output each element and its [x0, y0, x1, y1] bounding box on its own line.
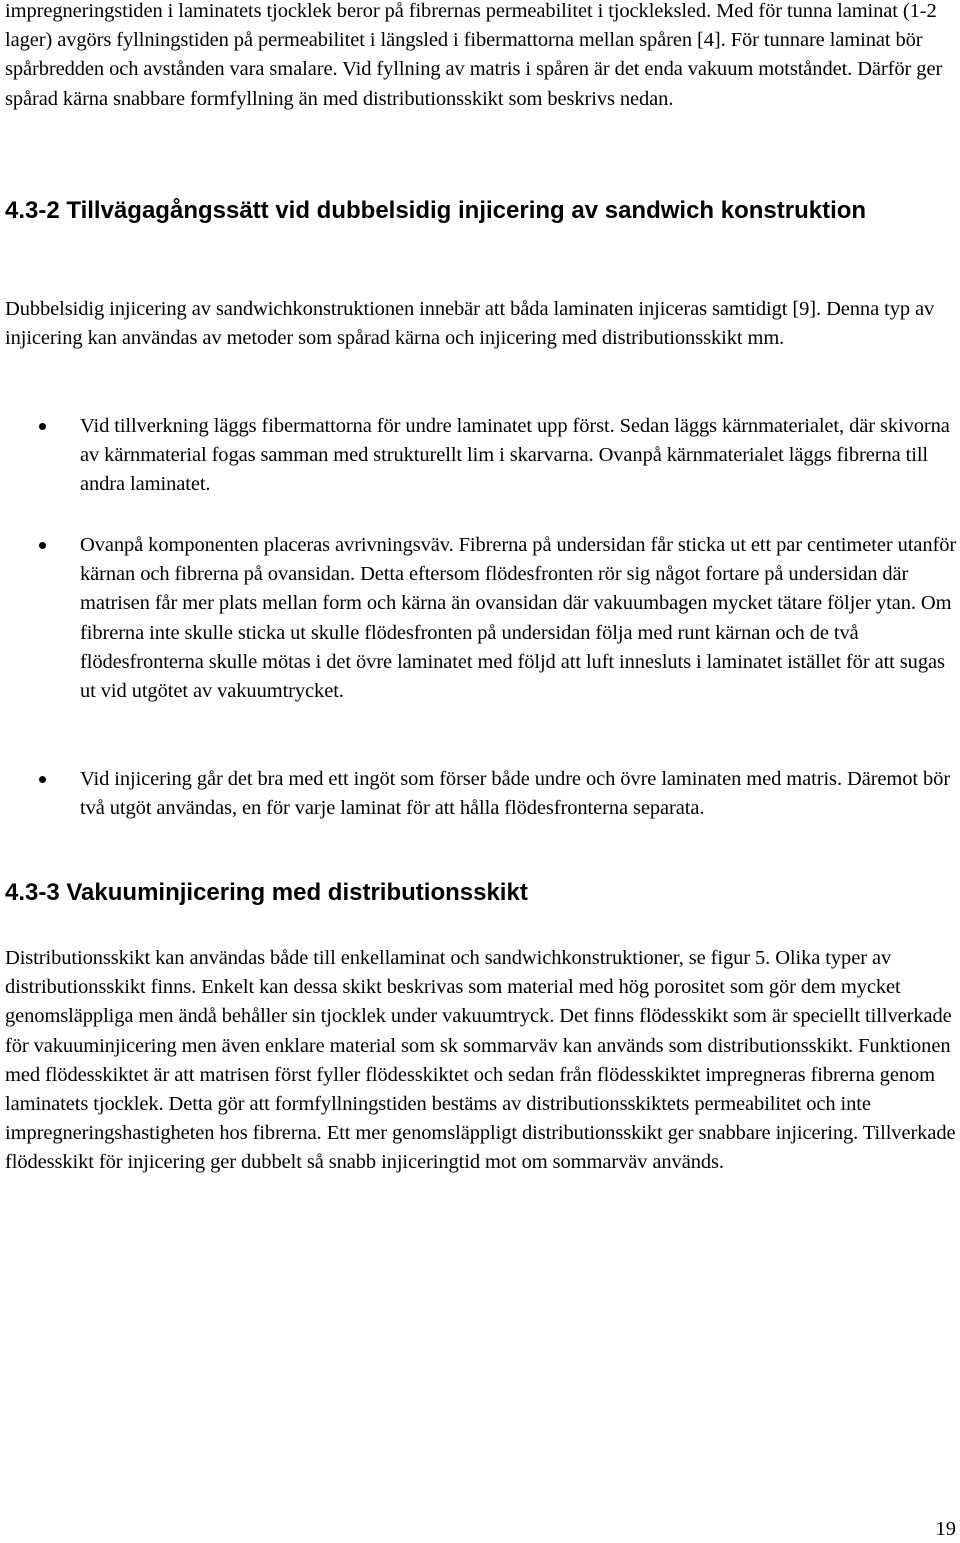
section-4-3-2-heading: 4.3-2 Tillvägagångssätt vid dubbelsidig injicering av sandwich konstruktion — [5, 197, 867, 224]
bullet-text-2: Ovanpå komponenten placeras avrivningsväv. Fibrerna på undersidan får sticka ut ett par centimeter utanför kärnan och fibrerna på ovansidan. Detta eftersom flödesfronten rör sig något fortare på undersidan där matrisen får mer plats mellan form och kärna än ovansidan där vakuumbagen mycket tätare följer ytan. Om fibrerna inte skulle sticka ut skulle flödesfronten på undersidan följa med runt kärnan och de två flödesfronterna skulle mötas i det övre laminatet med följd att luft innesluts i laminatet istället för att sugas ut vid utgötet av vakuumtrycket. — [80, 534, 957, 703]
bullet-text-3: Vid injicering går det bra med ett ingöt som förser både undre och övre laminaten med matris. Däremot bör två utgöt användas, en för varje laminat för att hålla flödesfronterna separata. — [80, 768, 951, 820]
section-4-3-3-heading: 4.3-3 Vakuuminjicering med distributionsskikt — [5, 879, 528, 906]
bullet-dot-icon — [39, 542, 46, 549]
page-number: 19 — [935, 1518, 956, 1540]
bullet-dot-icon — [39, 423, 46, 430]
bullet-text-1: Vid tillverkning läggs fibermattorna för undre laminatet upp först. Sedan läggs kärnmaterialet, där skivorna av kärnmaterial fogas samman med strukturellt lim i skarvarna. Ovanpå kärnmaterialet läggs fibrerna till andra laminatet. — [80, 415, 950, 496]
bullet-dot-icon — [39, 776, 46, 783]
section-4-3-3-paragraph: Distributionsskikt kan användas både till enkellaminat och sandwichkonstruktioner, se figur 5. Olika typer av distributionsskikt finns. Enkelt kan dessa skikt beskrivas som material med hög porositet som gör dem mycket genomsläppliga men ändå behåller sin tjocklek under vakuumtryck. Det finns flödesskikt som är speciellt tillverkade för vakuuminjicering men även enklare material som sk sommarväv kan används som distributionsskikt. Funktionen med flödesskiktet är att matrisen först fyller flödesskiktet och sedan från flödesskiktet impregneras fibrerna genom laminatets tjocklek. Detta gör att formfyllningstiden bestäms av distributionsskiktets permeabilitet och inte impregneringshastigheten hos fibrerna. Ett mer genomsläppligt distributionsskikt ger snabbare injicering. Tillverkade flödesskikt för injicering ger dubbelt så snabb injiceringtid mot om sommarväv används. — [5, 947, 956, 1174]
intro-paragraph: impregneringstiden i laminatets tjocklek beror på fibrernas permeabilitet i tjockleksled. Med för tunna laminat (1-2 lager) avgörs fyllningstiden på permeabilitet i längsled i fibermattorna mellan spåren [4]. För tunnare laminat bör spårbredden och avstånden vara smalare. Vid fyllning av matris i spåren är det enda vakuum motståndet. Därför ger spårad kärna snabbare formfyllning än med distributionsskikt som beskrivs nedan. — [5, 0, 943, 110]
section-4-3-2-paragraph: Dubbelsidig injicering av sandwichkonstruktionen innebär att båda laminaten injiceras samtidigt [9]. Denna typ av injicering kan användas av metoder som spårad kärna och injicering med distributionsskikt mm. — [5, 298, 935, 350]
